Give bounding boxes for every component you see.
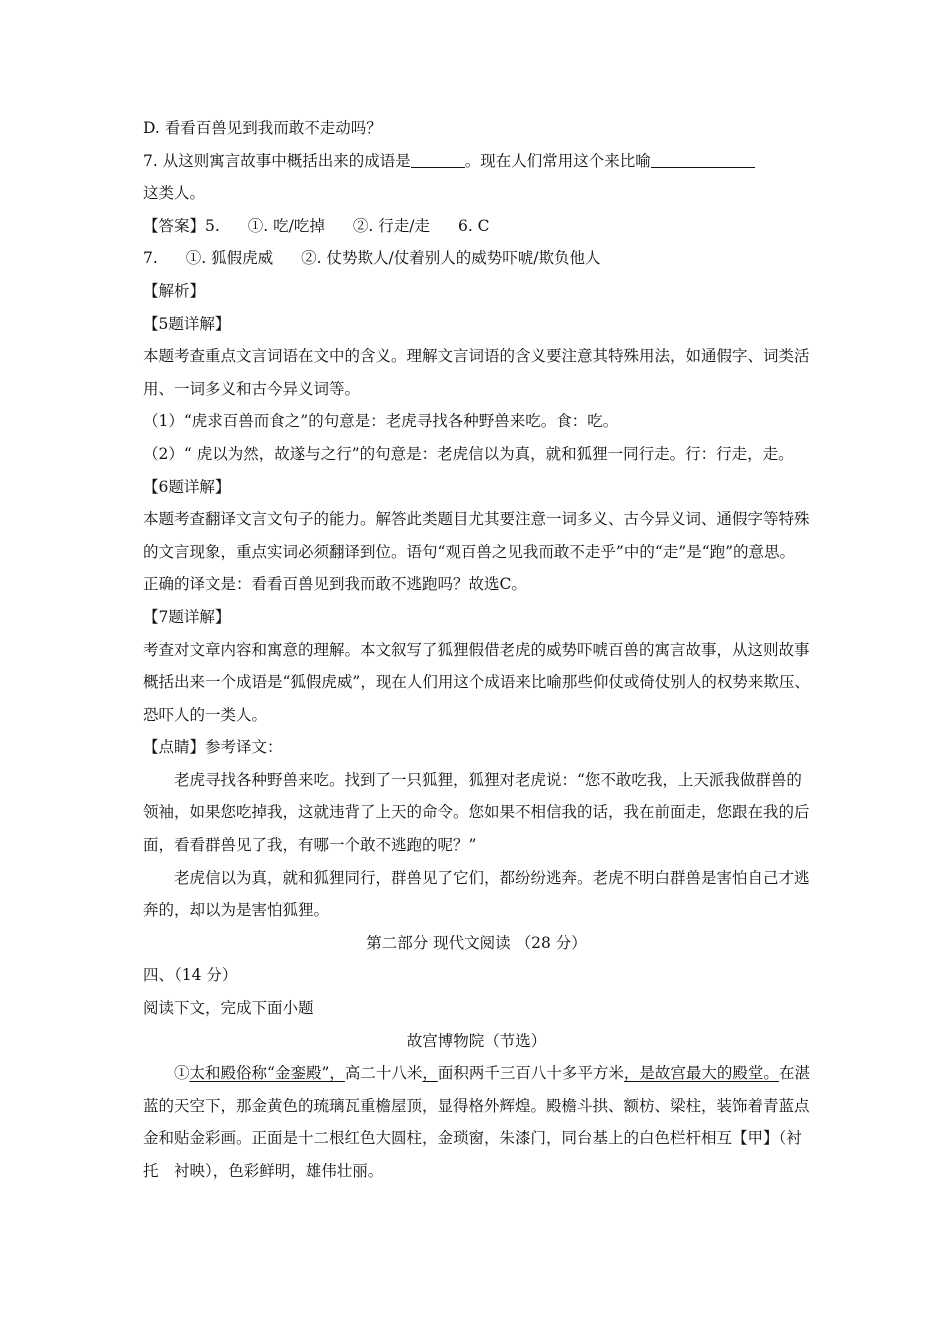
part2-title: 第二部分 现代文阅读 （28 分） [366,933,587,952]
article-title: 故宫博物院（节选） [406,1031,547,1050]
q7-text: 考查对文章内容和寓意的理解。本文叙写了狐狸假借老虎的威势吓唬百兽的寓言故事，从这则故事概括出来一个成语是“狐假虎威”，现在人们用这个成语来比喻那些仰仗或倚仗别人的权势来欺压、恐吓人的一类人。 [143,640,810,724]
reading-instruction: 阅读下文，完成下面小题 [143,999,314,1018]
document-body [143,112,810,1188]
translation-heading: 【点睛】参考译文： [143,738,283,757]
q7-blank-1 [411,149,465,168]
answer-line [143,210,810,243]
article-paragraph-1 [143,1057,810,1187]
para-segment-2: 高二十八米 [344,1064,423,1083]
q5-heading: 【5题详解】 [143,314,231,333]
section-heading: 四、（14 分） [143,966,238,985]
q7-mid: 。现在人们常用这个来比喻 [464,151,651,170]
answer-7-2: ②. 仗势欺人/仗着别人的威势吓唬/欺负他人 [301,249,601,268]
q7-heading: 【7题详解】 [143,607,231,626]
q7-line2: 这类人。 [143,184,206,203]
underlined-segment-1: 太和殿俗称“金銮殿”， [189,1064,345,1083]
para-rest: 在湛蓝的天空下，那金黄色的琉璃瓦重檐屋顶，显得格外辉煌。殿檐斗拱、额枋、梁柱，装饰着青蓝点金和贴金彩画。正面是十二根红色大圆柱，金琐窗，朱漆门，同台基上的白色栏杆相互【甲】（衬托 衬映），色彩鲜明，雄伟壮丽。 [143,1064,810,1180]
answer-5-2: ②. 行走/走 [352,216,430,235]
answer-7-1: ①. 狐假虎威 [185,249,274,268]
answer-7-num: 7. [143,249,158,268]
q6-text: 本题考查翻译文言文句子的能力。解答此类题目尤其要注意一词多义、古今异义词、通假字等特殊的文言现象，重点实词必须翻译到位。语句“观百兽之见我而敢不走乎”中的“走”是“跑”的意思。正确的译文是：看看百兽见到我而敢不逃跑吗？故选C。 [143,510,810,594]
q5-text: 本题考查重点文言词语在文中的含义。理解文言词语的含义要注意其特殊用法，如通假字、词类活用、一词多义和古今异义词等。 [143,347,810,398]
analysis-heading: 【解析】 [143,281,206,300]
answer-6: 6. C [457,216,490,235]
underlined-segment-2: ， [422,1064,438,1083]
q5-item-2: （2）“ 虎以为然，故遂与之行”的句意是：老虎信以为真，就和狐狸一同行走。行：行走，走。 [143,444,794,463]
para-segment-3: 面积两千三百八十多平方米 [437,1064,624,1083]
translation-para-2: 老虎信以为真，就和狐狸同行，群兽见了它们，都纷纷逃奔。老虎不明白群兽是害怕自己才逃奔的，却以为是害怕狐狸。 [143,868,810,920]
para-number: ① [174,1064,190,1083]
question-7 [143,145,810,178]
q6-heading: 【6题详解】 [143,477,231,496]
answer-label: 【答案】5. [143,216,220,235]
q5-item-1: （1）“虎求百兽而食之”的句意是：老虎寻找各种野兽来吃。食：吃。 [143,412,619,431]
q6-option-d: D. 看看百兽见到我而敢不走动吗？ [143,119,382,137]
q7-blank-2 [651,149,755,168]
answer-7-line [143,242,810,275]
q7-prefix: 7. 从这则寓言故事中概括出来的成语是 [143,151,411,170]
answer-5-1: ①. 吃/吃掉 [247,216,325,235]
translation-para-1: 老虎寻找各种野兽来吃。找到了一只狐狸，狐狸对老虎说：“您不敢吃我，上天派我做群兽的领袖，如果您吃掉我，这就违背了上天的命令。您如果不相信我的话，我在前面走，您跟在我的后面，看看群兽见了我，有哪一个敢不逃跑的呢？” [143,770,810,855]
underlined-segment-3: ，是故宫最大的殿堂。 [623,1064,779,1083]
